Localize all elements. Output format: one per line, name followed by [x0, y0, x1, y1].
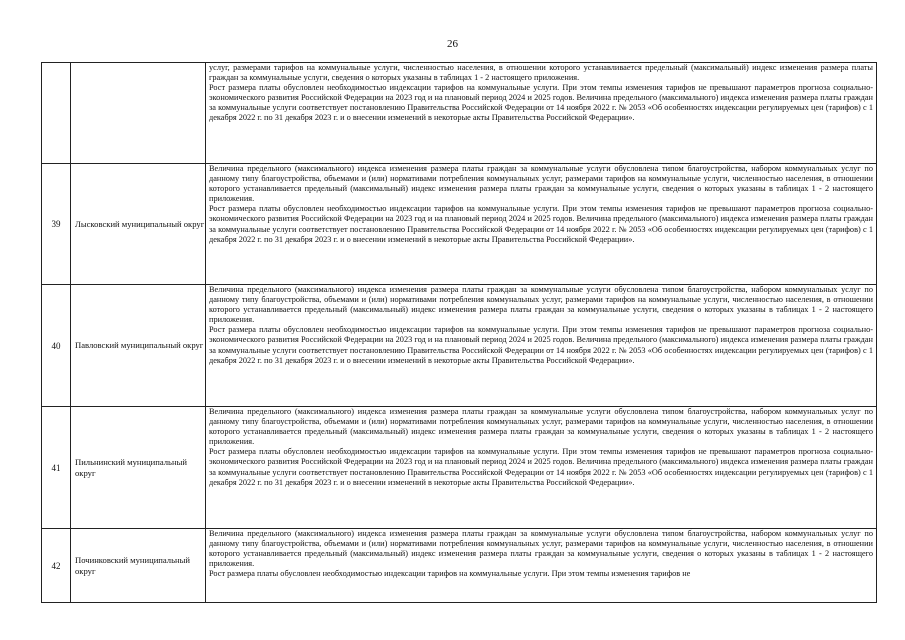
municipality-name: Павловский муниципальный округ — [71, 285, 206, 407]
row-number: 39 — [42, 164, 71, 285]
table-row — [42, 285, 877, 407]
municipality-name: Пильнинский муниципальный округ — [71, 407, 206, 529]
justification-cell — [206, 164, 877, 285]
municipality-name: Лысковский муниципальный округ — [71, 164, 206, 285]
justification-cell — [206, 63, 877, 164]
justification-cell — [206, 529, 877, 603]
page-number: 26 — [447, 38, 458, 50]
justification-paragraph: Рост размера платы обусловлен необходимостью индексации тарифов на коммунальные услуги. При этом темпы изменения тарифов не — [209, 569, 691, 579]
justification-cell — [206, 285, 877, 407]
justification-cell — [206, 407, 877, 529]
justification-paragraph: Рост размера платы обусловлен необходимостью индексации тарифов на коммунальные услуги. При этом темпы изменения тарифов не превышают параметров прогноза социально-экономического развития Российской Федерации на 2023 год и на плановый период 2024 и 2025 годов. Величина предельного (максимального) индекса изменения размера платы граждан за коммунальные услуги соответствует постановлению Правительства Российской Федерации от 14 ноября 2022 г. № 2053 «Об особенностях индексации регулируемых цен (тарифов) с 1 декабря 2022 г. по 31 декабря 2023 г. и о внесении изменений в некоторые акты Правительства Российской Федерации». — [209, 325, 873, 365]
row-number — [42, 63, 71, 164]
table-row — [42, 164, 877, 285]
justification-paragraph: Величина предельного (максимального) индекса изменения размера платы граждан за коммунальные услуги обусловлена типом благоустройства, набором коммунальных услуг по данному типу благоустройства, объемами и (или) нормативами потребления коммунальных услуг, размерами тарифов на коммунальные услуги, численностью населения, в отношении которого устанавливается предельный (максимальный) индекс изменения размера платы граждан за коммунальные услуги, сведения о которых указаны в таблицах 1 - 2 настоящего приложения. — [209, 164, 873, 204]
municipal-index-table — [41, 62, 877, 603]
row-number: 42 — [42, 529, 71, 603]
justification-paragraph: Величина предельного (максимального) индекса изменения размера платы граждан за коммунальные услуги обусловлена типом благоустройства, набором коммунальных услуг по данному типу благоустройства, объемами и (или) нормативами потребления коммунальных услуг, размерами тарифов на коммунальные услуги, численностью населения, в отношении которого устанавливается предельный (максимальный) индекс изменения размера платы граждан за коммунальные услуги, сведения о которых указаны в таблицах 1 - 2 настоящего приложения. — [209, 529, 873, 569]
table-row — [42, 529, 877, 603]
justification-paragraph: Рост размера платы обусловлен необходимостью индексации тарифов на коммунальные услуги. При этом темпы изменения тарифов не превышают параметров прогноза социально-экономического развития Российской Федерации на 2023 год и на плановый период 2024 и 2025 годов. Величина предельного (максимального) индекса изменения размера платы граждан за коммунальные услуги соответствует постановлению Правительства Российской Федерации от 14 ноября 2022 г. № 2053 «Об особенностях индексации регулируемых цен (тарифов) с 1 декабря 2022 г. по 31 декабря 2023 г. и о внесении изменений в некоторые акты Правительства Российской Федерации». — [209, 83, 873, 123]
justification-paragraph: Величина предельного (максимального) индекса изменения размера платы граждан за коммунальные услуги обусловлена типом благоустройства, набором коммунальных услуг по данному типу благоустройства, объемами и (или) нормативами потребления коммунальных услуг, размерами тарифов на коммунальные услуги, численностью населения, в отношении которого устанавливается предельный (максимальный) индекс изменения размера платы граждан за коммунальные услуги, сведения о которых указаны в таблицах 1 - 2 настоящего приложения. — [209, 407, 873, 447]
justification-paragraph: Рост размера платы обусловлен необходимостью индексации тарифов на коммунальные услуги. При этом темпы изменения тарифов не превышают параметров прогноза социально-экономического развития Российской Федерации на 2023 год и на плановый период 2024 и 2025 годов. Величина предельного (максимального) индекса изменения размера платы граждан за коммунальные услуги соответствует постановлению Правительства Российской Федерации от 14 ноября 2022 г. № 2053 «Об особенностях индексации регулируемых цен (тарифов) с 1 декабря 2022 г. по 31 декабря 2023 г. и о внесении изменений в некоторые акты Правительства Российской Федерации». — [209, 447, 873, 487]
table-row — [42, 63, 877, 164]
justification-paragraph: Рост размера платы обусловлен необходимостью индексации тарифов на коммунальные услуги. При этом темпы изменения тарифов не превышают параметров прогноза социально-экономического развития Российской Федерации на 2023 год и на плановый период 2024 и 2025 годов. Величина предельного (максимального) индекса изменения размера платы граждан за коммунальные услуги соответствует постановлению Правительства Российской Федерации от 14 ноября 2022 г. № 2053 «Об особенностях индексации регулируемых цен (тарифов) с 1 декабря 2022 г. по 31 декабря 2023 г. и о внесении изменений в некоторые акты Правительства Российской Федерации». — [209, 204, 873, 244]
row-number: 41 — [42, 407, 71, 529]
municipality-name: Починковский муниципальный округ — [71, 529, 206, 603]
municipality-name — [71, 63, 206, 164]
table-row — [42, 407, 877, 529]
justification-paragraph: услуг, размерами тарифов на коммунальные услуги, численностью населения, в отношении которого устанавливается предельный (максимальный) индекс изменения размера платы граждан за коммунальные услуги, сведения о которых указаны в таблицах 1 - 2 настоящего приложения. — [209, 63, 873, 83]
row-number: 40 — [42, 285, 71, 407]
justification-paragraph: Величина предельного (максимального) индекса изменения размера платы граждан за коммунальные услуги обусловлена типом благоустройства, набором коммунальных услуг по данному типу благоустройства, объемами и (или) нормативами потребления коммунальных услуг, размерами тарифов на коммунальные услуги, численностью населения, в отношении которого устанавливается предельный (максимальный) индекс изменения размера платы граждан за коммунальные услуги, сведения о которых указаны в таблицах 1 - 2 настоящего приложения. — [209, 285, 873, 325]
